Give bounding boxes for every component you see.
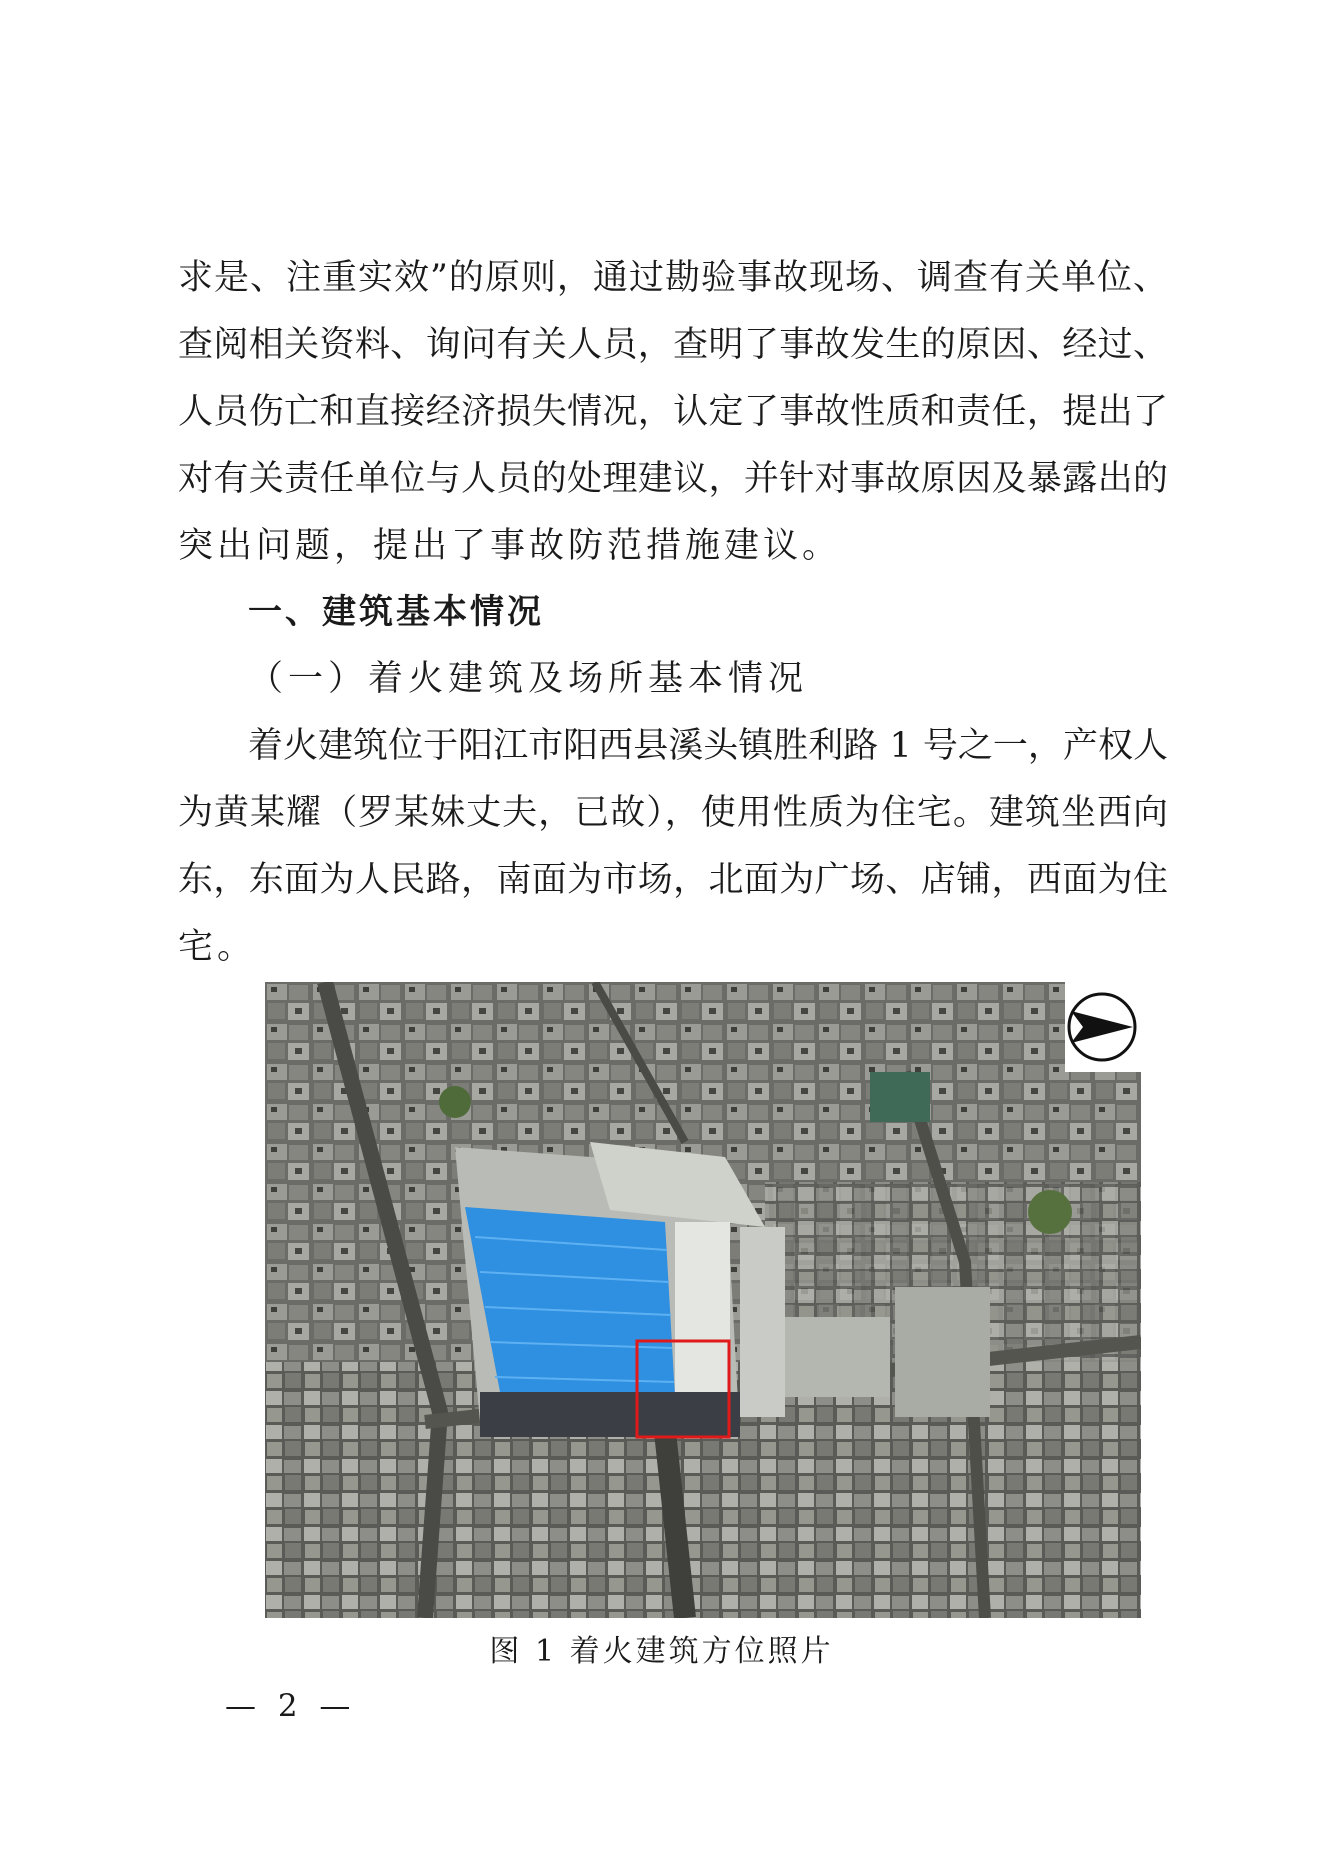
- section-heading: 一、建筑基本情况: [248, 592, 544, 632]
- aerial-photo: [265, 982, 1141, 1618]
- body-line-3: 人员伤亡和直接经济损失情况，认定了事故性质和责任，提出了: [178, 392, 1168, 432]
- body-line-9: 宅。: [178, 927, 257, 967]
- body-line-5: 突出问题，提出了事故防范措施建议。: [178, 526, 842, 566]
- aerial-photo-drawing: [265, 982, 1141, 1618]
- body-line-7: 为黄某耀（罗某妹丈夫，已故），使用性质为住宅。建筑坐西向: [178, 793, 1168, 833]
- body-line-1: 求是、注重实效”的原则，通过勘验事故现场、调查有关单位、: [178, 258, 1168, 298]
- subsection-heading: （一）着火建筑及场所基本情况: [248, 659, 809, 699]
- north-arrow-icon: [1065, 982, 1141, 1072]
- body-line-6: 着火建筑位于阳江市阳西县溪头镇胜利路 1 号之一，产权人: [248, 726, 1168, 766]
- figure-caption: 图 1 着火建筑方位照片: [489, 1634, 834, 1669]
- body-line-2: 查阅相关资料、询问有关人员，查明了事故发生的原因、经过、: [178, 325, 1168, 365]
- body-line-4: 对有关责任单位与人员的处理建议，并针对事故原因及暴露出的: [178, 459, 1168, 499]
- body-line-8: 东，东面为人民路，南面为市场，北面为广场、店铺，西面为住: [178, 860, 1168, 900]
- page-number: — 2 —: [225, 1688, 357, 1724]
